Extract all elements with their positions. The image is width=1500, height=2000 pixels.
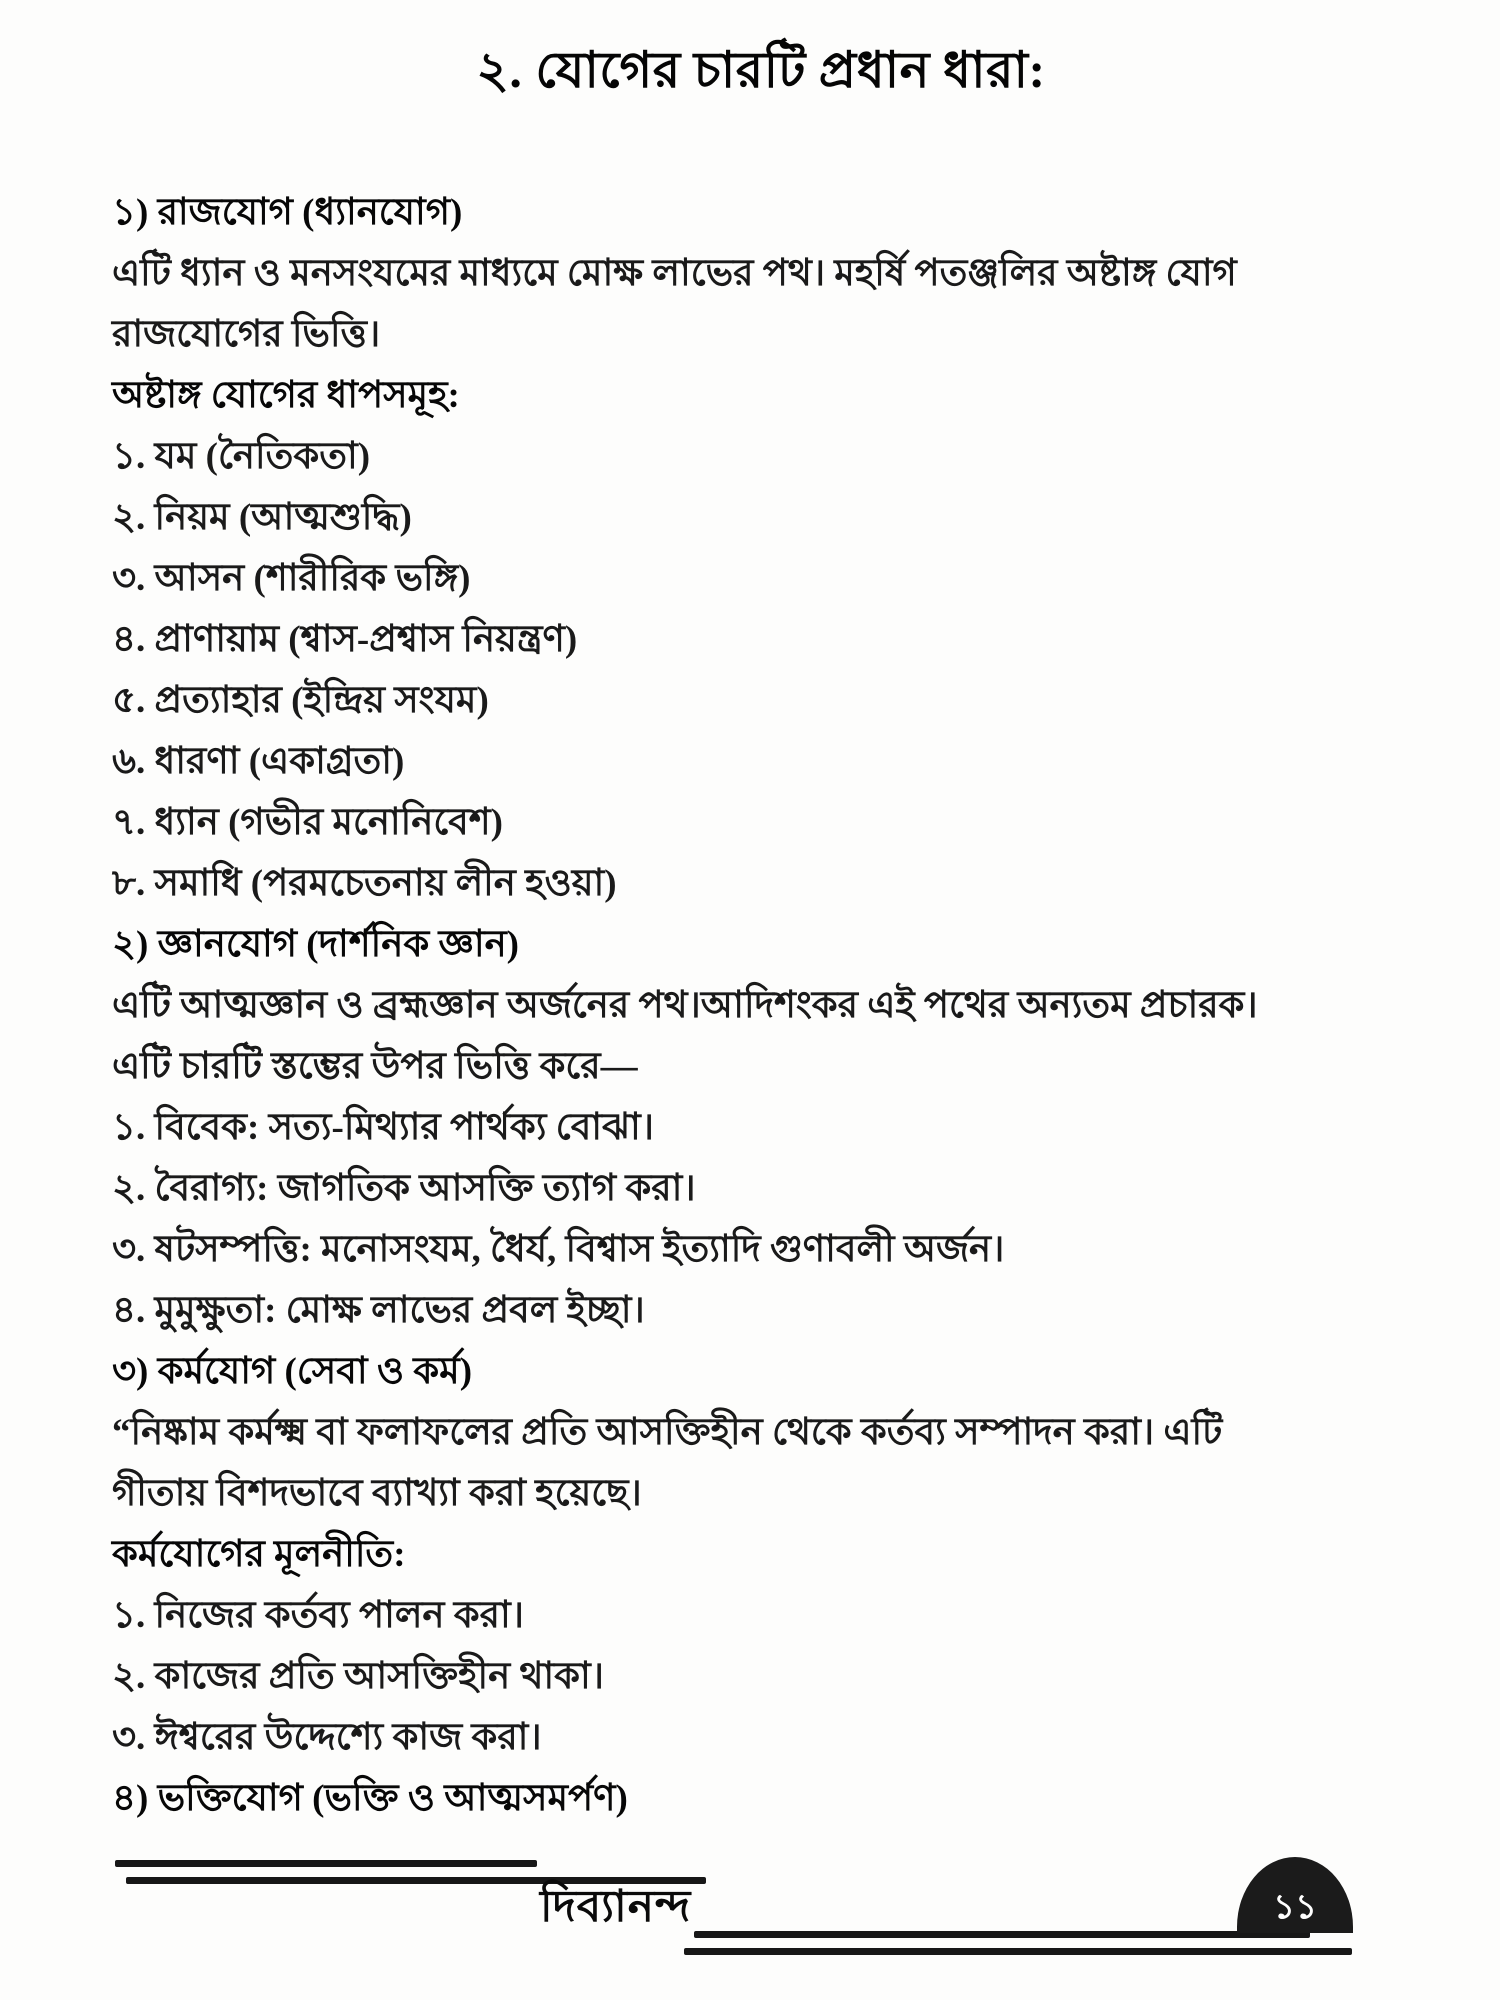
list-item: ৩. ষটসম্পত্তি: মনোসংযম, ধৈর্য, বিশ্বাস ইত্যাদি গুণাবলী অর্জন।	[112, 1229, 1005, 1270]
paragraph-line: এটি ধ্যান ও মনসংযমের মাধ্যমে মোক্ষ লাভের পথ। মহর্ষি পতঞ্জলির অষ্টাঙ্গ যোগ	[112, 253, 1237, 294]
paragraph-line: রাজযোগের ভিত্তি।	[112, 314, 381, 355]
list-item: ৫. প্রত্যাহার (ইন্দ্রিয় সংযম)	[112, 680, 489, 721]
paragraph-line: “নিষ্কাম কর্মক্ষ্ম বা ফলাফলের প্রতি আসক্তিহীন থেকে কর্তব্য সম্পাদন করা। এটি	[112, 1412, 1223, 1453]
list-item: ৩. আসন (শারীরিক ভঙ্গি)	[112, 558, 471, 599]
list-item: ৩. ঈশ্বরের উদ্দেশ্যে কাজ করা।	[112, 1717, 542, 1758]
list-item: ৬. ধারণা (একাগ্রতা)	[112, 741, 405, 782]
footer-rule-right-top	[694, 1931, 1310, 1938]
paragraph-line: এটি চারটি স্তম্ভের উপর ভিত্তি করে—	[112, 1046, 638, 1087]
section-heading-bhaktiyoga: ৪) ভক্তিযোগ (ভক্তি ও আত্মসমর্পণ)	[112, 1778, 628, 1819]
paragraph-line: গীতায় বিশদভাবে ব্যাখ্যা করা হয়েছে।	[112, 1473, 642, 1514]
list-item: ৪. প্রাণায়াম (শ্বাস-প্রশ্বাস নিয়ন্ত্রণ)	[112, 619, 578, 660]
list-item: ১. বিবেক: সত্য-মিথ্যার পার্থক্য বোঝা।	[112, 1107, 654, 1148]
footer-rule-left-top	[115, 1860, 537, 1867]
list-item: ৭. ধ্যান (গভীর মনোনিবেশ)	[112, 802, 503, 843]
section-heading-jnanayoga: ২) জ্ঞানযোগ (দার্শনিক জ্ঞান)	[112, 924, 520, 965]
subsection-heading-ashtanga-steps: অষ্টাঙ্গ যোগের ধাপসমূহ:	[112, 375, 460, 416]
page-title: ২. যোগের চারটি প্রধান ধারা:	[476, 42, 1046, 98]
subsection-heading-karmayoga-principles: কর্মযোগের মূলনীতি:	[112, 1534, 406, 1575]
list-item: ১. নিজের কর্তব্য পালন করা।	[112, 1595, 524, 1636]
page-number-badge	[1237, 1857, 1353, 1933]
page-number: ১১	[1272, 1889, 1318, 1926]
list-item: ২. নিয়ম (আত্মশুদ্ধি)	[112, 497, 412, 538]
section-heading-rajyoga: ১) রাজযোগ (ধ্যানযোগ)	[112, 192, 463, 233]
section-heading-karmayoga: ৩) কর্মযোগ (সেবা ও কর্ম)	[112, 1351, 473, 1392]
list-item: ৪. মুমুক্ষুতা: মোক্ষ লাভের প্রবল ইচ্ছা।	[112, 1290, 645, 1331]
list-item: ৮. সমাধি (পরমচেতনায় লীন হওয়া)	[112, 863, 617, 904]
list-item: ২. বৈরাগ্য: জাগতিক আসক্তি ত্যাগ করা।	[112, 1168, 696, 1209]
footer-rule-right-bottom	[684, 1948, 1352, 1955]
page-footer	[0, 1845, 1500, 2000]
publisher-name: দিব্যানন্দ	[540, 1882, 692, 1931]
list-item: ২. কাজের প্রতি আসক্তিহীন থাকা।	[112, 1656, 604, 1697]
paragraph-line: এটি আত্মজ্ঞান ও ব্রহ্মজ্ঞান অর্জনের পথ।আদিশংকর এই পথের অন্যতম প্রচারক।	[112, 985, 1258, 1026]
list-item: ১. যম (নৈতিকতা)	[112, 436, 371, 477]
